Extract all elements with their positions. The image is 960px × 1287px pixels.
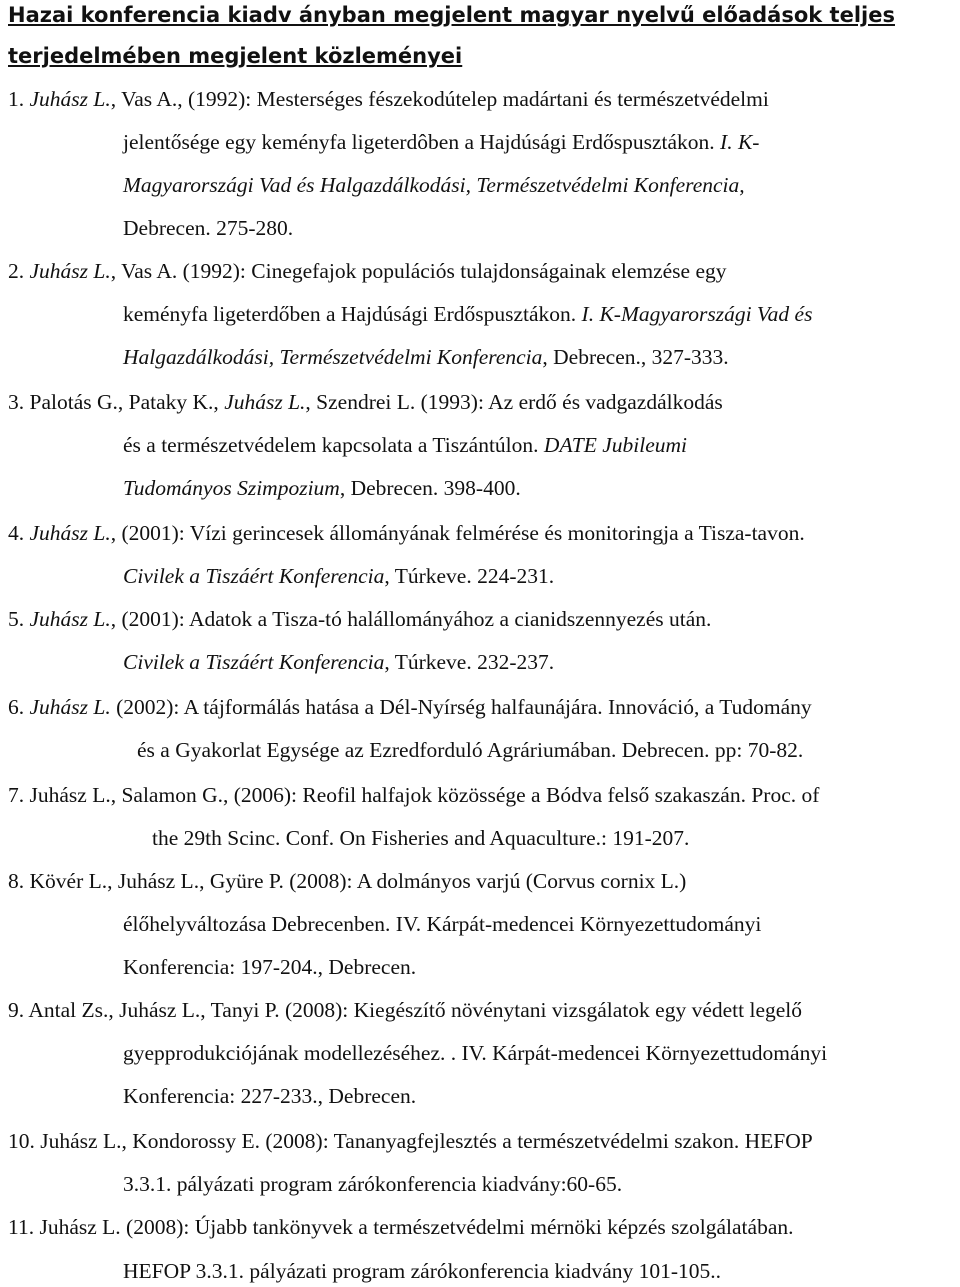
ref-11-line-2 — [123, 1258, 721, 1284]
ref-9-text-end: Konferencia: 227-233., Debrecen. — [123, 1084, 417, 1108]
ref-5-number: 5. — [8, 607, 30, 631]
ref-1-title-start: , Vas A., (1992): Mesterséges fészekodútelep madártani és természetvédelmi — [110, 87, 769, 111]
ref-6-line-1 — [8, 694, 812, 720]
ref-1-line-3 — [123, 172, 745, 198]
ref-1-pages: Debrecen. 275-280. — [123, 216, 294, 240]
ref-2-number: 2. — [8, 259, 30, 283]
ref-10-text-start: 10. Juhász L., Kondorossy E. (2008): Tananyagfejlesztés a természetvédelmi szakon. HEFOP — [8, 1129, 813, 1153]
ref-3-authors: 3. Palotás G., Pataky K., — [8, 390, 225, 414]
ref-5-line-1 — [8, 606, 711, 632]
ref-3-line-2 — [123, 432, 687, 458]
ref-8-line-2 — [123, 911, 761, 937]
ref-4-number: 4. — [8, 521, 30, 545]
ref-7-line-1 — [8, 782, 819, 808]
ref-9-line-2 — [123, 1040, 827, 1066]
ref-2-title-start: , Vas A. (1992): Cinegefajok populációs tulajdonságainak elemzése egy — [110, 259, 727, 283]
ref-4-line-1 — [8, 520, 805, 546]
ref-1-line-1 — [8, 86, 769, 112]
ref-9-line-1 — [8, 997, 802, 1023]
ref-10-text-end: 3.3.1. pályázati program zárókonferencia kiadvány:60-65. — [123, 1172, 623, 1196]
ref-11-text-start: 11. Juhász L. (2008): Újabb tankönyvek a természetvédelmi mérnöki képzés szolgálatában. — [8, 1215, 794, 1239]
ref-2-author-italic: Juhász L. — [29, 259, 111, 283]
ref-1-venue: Magyarországi Vad és Halgazdálkodási, Természetvédelmi Konferencia, — [123, 173, 745, 197]
ref-11-line-1 — [8, 1214, 794, 1240]
section-heading-line-2: terjedelmében megjelent közleményei — [8, 44, 463, 68]
ref-5-venue: Civilek a Tiszáért Konferencia — [123, 650, 385, 674]
ref-3-line-1 — [8, 389, 723, 415]
ref-3-author-italic: Juhász L. — [224, 390, 306, 414]
ref-4-pages: , Túrkeve. 224-231. — [384, 564, 555, 588]
ref-3-title-end: és a természetvédelem kapcsolata a Tiszántúlon. — [123, 433, 544, 457]
ref-4-author-italic: Juhász L. — [29, 521, 111, 545]
ref-3-venue-start: DATE Jubileumi — [543, 433, 688, 457]
ref-1-line-4 — [123, 215, 293, 241]
ref-1-author-italic: Juhász L. — [29, 87, 111, 111]
ref-9-text-start: 9. Antal Zs., Juhász L., Tanyi P. (2008): Kiegészítő növénytani vizsgálatok egy védett legelő — [8, 998, 803, 1022]
ref-3-venue: Tudományos Szimpozium — [123, 476, 340, 500]
ref-11-text-end: HEFOP 3.3.1. pályázati program zárókonferencia kiadvány 101-105.. — [123, 1259, 722, 1283]
ref-7-line-2 — [152, 825, 689, 851]
ref-3-title-start: , Szendrei L. (1993): Az erdő és vadgazdálkodás — [305, 390, 723, 414]
ref-1-line-2 — [123, 129, 759, 155]
ref-3-pages: , Debrecen. 398-400. — [339, 476, 521, 500]
ref-2-title-end: keményfa ligeterdőben a Hajdúsági Erdőspusztákon. — [123, 302, 582, 326]
ref-7-text-start: 7. Juhász L., Salamon G., (2006): Reofil halfajok közössége a Bódva felső szakaszán. Proc. of — [8, 783, 820, 807]
ref-5-title: , (2001): Adatok a Tisza-tó halállományához a cianidszennyezés után. — [110, 607, 712, 631]
ref-6-title: (2002): A tájformálás hatása a Dél-Nyírség halfaunájára. Innováció, a Tudomány — [110, 695, 812, 719]
ref-2-venue-start: I. K-Magyarországi Vad és — [581, 302, 813, 326]
ref-7-text-end: the 29th Scinc. Conf. On Fisheries and Aquaculture.: 191-207. — [152, 826, 690, 850]
ref-1-venue-start: I. K- — [720, 130, 760, 154]
ref-6-line-2 — [137, 737, 803, 763]
ref-5-line-2 — [123, 649, 554, 675]
ref-4-title: , (2001): Vízi gerincesek állományának felmérése és monitoringja a Tisza-tavon. — [110, 521, 805, 545]
ref-5-author-italic: Juhász L. — [29, 607, 111, 631]
ref-6-venue: és a Gyakorlat Egysége az Ezredforduló Agráriumában. Debrecen. pp: 70-82. — [137, 738, 804, 762]
ref-8-text-end: Konferencia: 197-204., Debrecen. — [123, 955, 417, 979]
ref-3-line-3 — [123, 475, 521, 501]
ref-2-line-2 — [123, 301, 812, 327]
ref-2-line-1 — [8, 258, 727, 284]
ref-6-author-italic: Juhász L. — [29, 695, 111, 719]
ref-2-line-3 — [123, 344, 729, 370]
ref-1-number: 1. — [8, 87, 30, 111]
ref-9-text-mid: gyepprodukciójának modellezéséhez. . IV. Kárpát-medencei Környezettudományi — [123, 1041, 828, 1065]
ref-8-line-1 — [8, 868, 686, 894]
ref-4-venue: Civilek a Tiszáért Konferencia — [123, 564, 385, 588]
ref-2-pages: , Debrecen., 327-333. — [542, 345, 729, 369]
ref-8-text-mid: élőhelyváltozása Debrecenben. IV. Kárpát-medencei Környezettudományi — [123, 912, 762, 936]
ref-4-line-2 — [123, 563, 554, 589]
ref-10-line-2 — [123, 1171, 622, 1197]
ref-10-line-1 — [8, 1128, 813, 1154]
section-heading-line-1: Hazai konferencia kiadv ányban megjelent magyar nyelvű előadások teljes — [8, 3, 895, 27]
ref-8-text-start: 8. Kövér L., Juhász L., Gyüre P. (2008): A dolmányos varjú (Corvus cornix L.) — [8, 869, 687, 893]
ref-1-title-end: jelentősége egy keményfa ligeterdôben a Hajdúsági Erdőspusztákon. — [123, 130, 721, 154]
ref-2-venue: Halgazdálkodási, Természetvédelmi Konferencia — [123, 345, 543, 369]
ref-5-pages: , Túrkeve. 232-237. — [384, 650, 555, 674]
ref-6-number: 6. — [8, 695, 30, 719]
ref-9-line-3 — [123, 1083, 416, 1109]
ref-8-line-3 — [123, 954, 416, 980]
